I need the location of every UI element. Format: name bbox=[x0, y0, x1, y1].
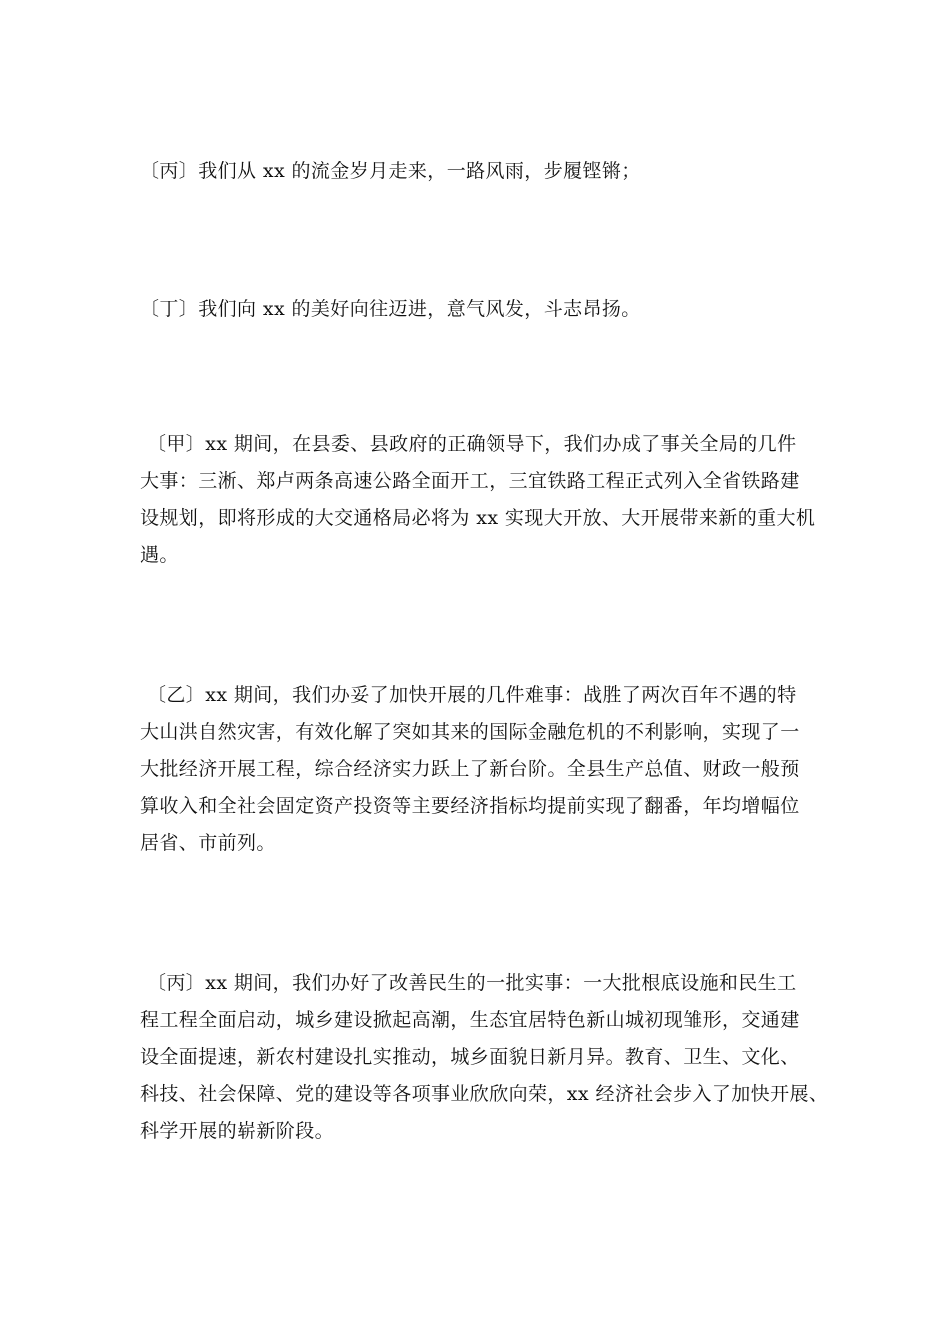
paragraph-line: 设全面提速，新农村建设扎实推动，城乡面貌日新月异。教育、卫生、文化、 bbox=[140, 1046, 800, 1068]
paragraph-line: 科技、社会保障、党的建设等各项事业欣欣向荣，xx 经济社会步入了加快开展、 bbox=[140, 1083, 829, 1105]
paragraph-bing-1 bbox=[140, 153, 830, 190]
paragraph-line: 居省、市前列。 bbox=[140, 832, 276, 854]
paragraph-line: 遇。 bbox=[140, 544, 179, 566]
paragraph-line: 大批经济开展工程，综合经济实力跃上了新台阶。全县生产总值、财政一般预 bbox=[140, 758, 800, 780]
paragraph-line: 程工程全面启动，城乡建设掀起高潮，生态宜居特色新山城初现雏形，交通建 bbox=[140, 1009, 800, 1031]
paragraph-ding bbox=[140, 291, 830, 328]
paragraph-line: 大事：三淅、郑卢两条高速公路全面开工，三宜铁路工程正式列入全省铁路建 bbox=[140, 470, 800, 492]
paragraph-line: 〔甲〕xx 期间，在县委、县政府的正确领导下，我们办成了事关全局的几件 bbox=[147, 433, 797, 455]
paragraph-line: 算收入和全社会固定资产投资等主要经济指标均提前实现了翻番，年均增幅位 bbox=[140, 795, 800, 817]
paragraph-line: 〔丁〕我们向 xx 的美好向往迈进，意气风发，斗志昂扬。 bbox=[140, 298, 641, 320]
paragraph-line: 〔乙〕xx 期间，我们办妥了加快开展的几件难事：战胜了两次百年不遇的特 bbox=[147, 684, 797, 706]
paragraph-yi bbox=[140, 677, 830, 862]
paragraph-line: 〔丙〕我们从 xx 的流金岁月走来，一路风雨，步履铿锵； bbox=[140, 160, 641, 182]
paragraph-line: 大山洪自然灾害，有效化解了突如其来的国际金融危机的不利影响，实现了一 bbox=[140, 721, 800, 743]
paragraph-line: 科学开展的崭新阶段。 bbox=[140, 1120, 335, 1142]
paragraph-bing-2 bbox=[140, 965, 830, 1150]
paragraph-line: 〔丙〕xx 期间，我们办好了改善民生的一批实事：一大批根底设施和民生工 bbox=[147, 972, 797, 994]
paragraph-line: 设规划，即将形成的大交通格局必将为 xx 实现大开放、大开展带来新的重大机 bbox=[140, 507, 816, 529]
paragraph-jia bbox=[140, 426, 830, 574]
